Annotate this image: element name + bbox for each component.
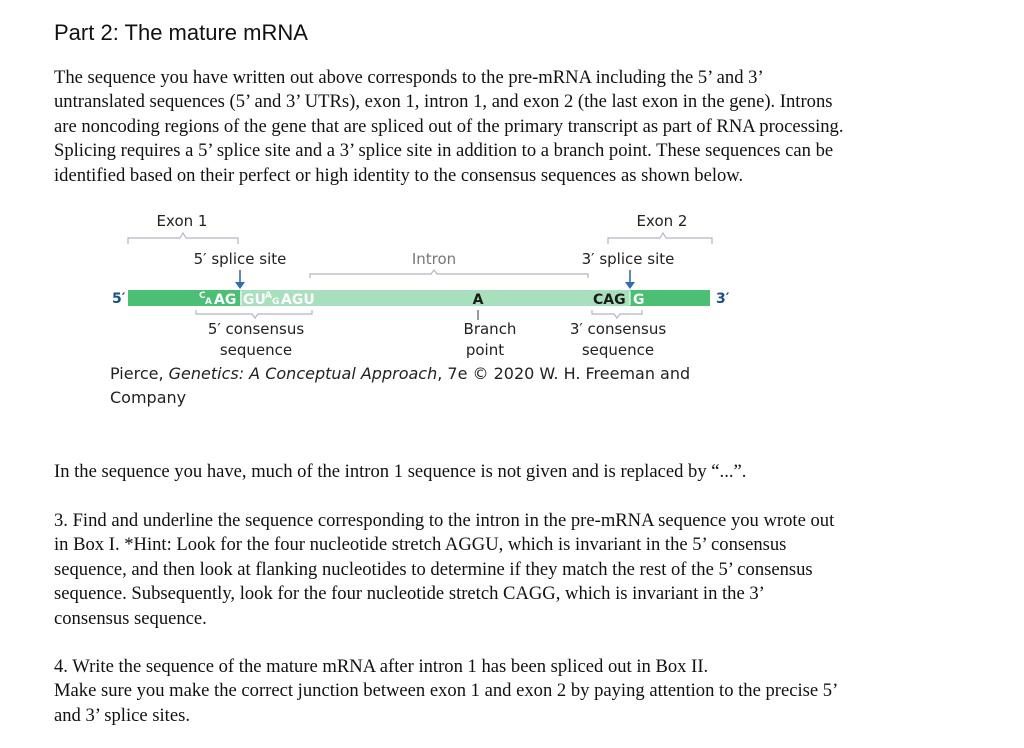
seq3-intron-cag: CAG bbox=[593, 292, 626, 308]
branch-point-base: A bbox=[472, 292, 484, 308]
splice3-label: 3′ splice site bbox=[581, 250, 675, 268]
seq3-exon-g: G bbox=[633, 292, 645, 308]
caption-prefix: Pierce, bbox=[110, 364, 169, 383]
q4-line: and 3’ splice sites. bbox=[54, 704, 190, 726]
intro-line: are noncoding regions of the gene that are spliced out of the primary transcript as part of RNA processing. bbox=[54, 115, 844, 137]
intron-note-paragraph bbox=[54, 460, 984, 484]
q3-line: consensus sequence. bbox=[54, 607, 207, 629]
seq5-exon-part: AG bbox=[214, 292, 237, 308]
three-prime-end-label: 3′ bbox=[716, 291, 730, 307]
seq5-small2-top: A bbox=[265, 291, 272, 301]
question-3 bbox=[54, 509, 984, 631]
splice3-arrow bbox=[625, 270, 635, 289]
branch-point-label: Branch bbox=[463, 320, 517, 338]
intro-line: untranslated sequences (5’ and 3’ UTRs), exon 1, intron 1, and exon 2 (the last exon in the gene). Introns bbox=[54, 91, 833, 113]
intro-line: identified based on their perfect or high identity to the consensus sequences as shown below. bbox=[54, 164, 744, 186]
seq5-small-bottom: A bbox=[205, 297, 212, 307]
seq5-tail: AGU bbox=[281, 292, 315, 308]
caption-line-2: Company bbox=[110, 388, 187, 407]
intron-note-line: In the sequence you have, much of the intron 1 sequence is not given and is replaced by “...”. bbox=[54, 461, 747, 482]
five-prime-end-label: 5′ bbox=[112, 291, 126, 307]
exon1-bracket bbox=[128, 233, 238, 244]
page-heading: Part 2: The mature mRNA bbox=[54, 20, 308, 45]
caption-suffix: , 7e © 2020 W. H. Freeman and bbox=[437, 364, 691, 383]
consensus5-bracket bbox=[196, 310, 312, 318]
q3-line: sequence, and then look at flanking nucleotides to determine if they match the rest of the 5’ consensus bbox=[54, 558, 813, 580]
q4-line: Make sure you make the correct junction between exon 1 and exon 2 by paying attention to the precise 5’ bbox=[54, 680, 839, 702]
intro-line: The sequence you have written out above corresponds to the pre-mRNA including the 5’ and 3’ bbox=[54, 67, 764, 88]
seq5-small-top: C bbox=[199, 291, 206, 301]
branch-point-label-2: point bbox=[465, 341, 505, 359]
question-4 bbox=[54, 655, 984, 728]
consensus3-label-2: sequence bbox=[581, 341, 655, 359]
consensus5-label: 5′ consensus bbox=[207, 320, 305, 338]
q3-line: sequence. Subsequently, look for the four nucleotide stretch CAGG, which is invariant in the 3’ bbox=[54, 583, 765, 605]
caption-book-title: Genetics: A Conceptual Approach bbox=[168, 364, 438, 383]
intro-paragraph bbox=[54, 66, 984, 188]
caption-line bbox=[110, 362, 690, 386]
five-prime-consensus-sequence bbox=[199, 291, 315, 308]
figure-caption bbox=[110, 362, 690, 410]
exon1-label: Exon 1 bbox=[156, 212, 208, 230]
consensus5-label-2: sequence bbox=[219, 341, 293, 359]
intro-line: Splicing requires a 5’ splice site and a 3’ splice site in addition to a branch point. These sequences can be bbox=[54, 140, 834, 162]
consensus3-bracket bbox=[592, 310, 642, 318]
intron-label: Intron bbox=[411, 250, 457, 268]
exon2-bracket bbox=[608, 233, 712, 244]
exon2-label: Exon 2 bbox=[636, 212, 688, 230]
seq5-intron-gu: GU bbox=[243, 292, 266, 308]
q3-line: 3. Find and underline the sequence corresponding to the intron in the pre-mRNA sequence you wrote out bbox=[54, 510, 835, 531]
splice5-arrow bbox=[235, 270, 245, 289]
consensus3-label: 3′ consensus bbox=[569, 320, 667, 338]
intron-bracket bbox=[310, 270, 588, 278]
seq5-small2-bottom: G bbox=[272, 297, 280, 307]
splice5-label: 5′ splice site bbox=[193, 250, 287, 268]
q4-line: 4. Write the sequence of the mature mRNA after intron 1 has been spliced out in Box II. bbox=[54, 656, 709, 677]
q3-line: in Box I. *Hint: Look for the four nucleotide stretch AGGU, which is invariant in the 5’ consensus bbox=[54, 534, 787, 556]
